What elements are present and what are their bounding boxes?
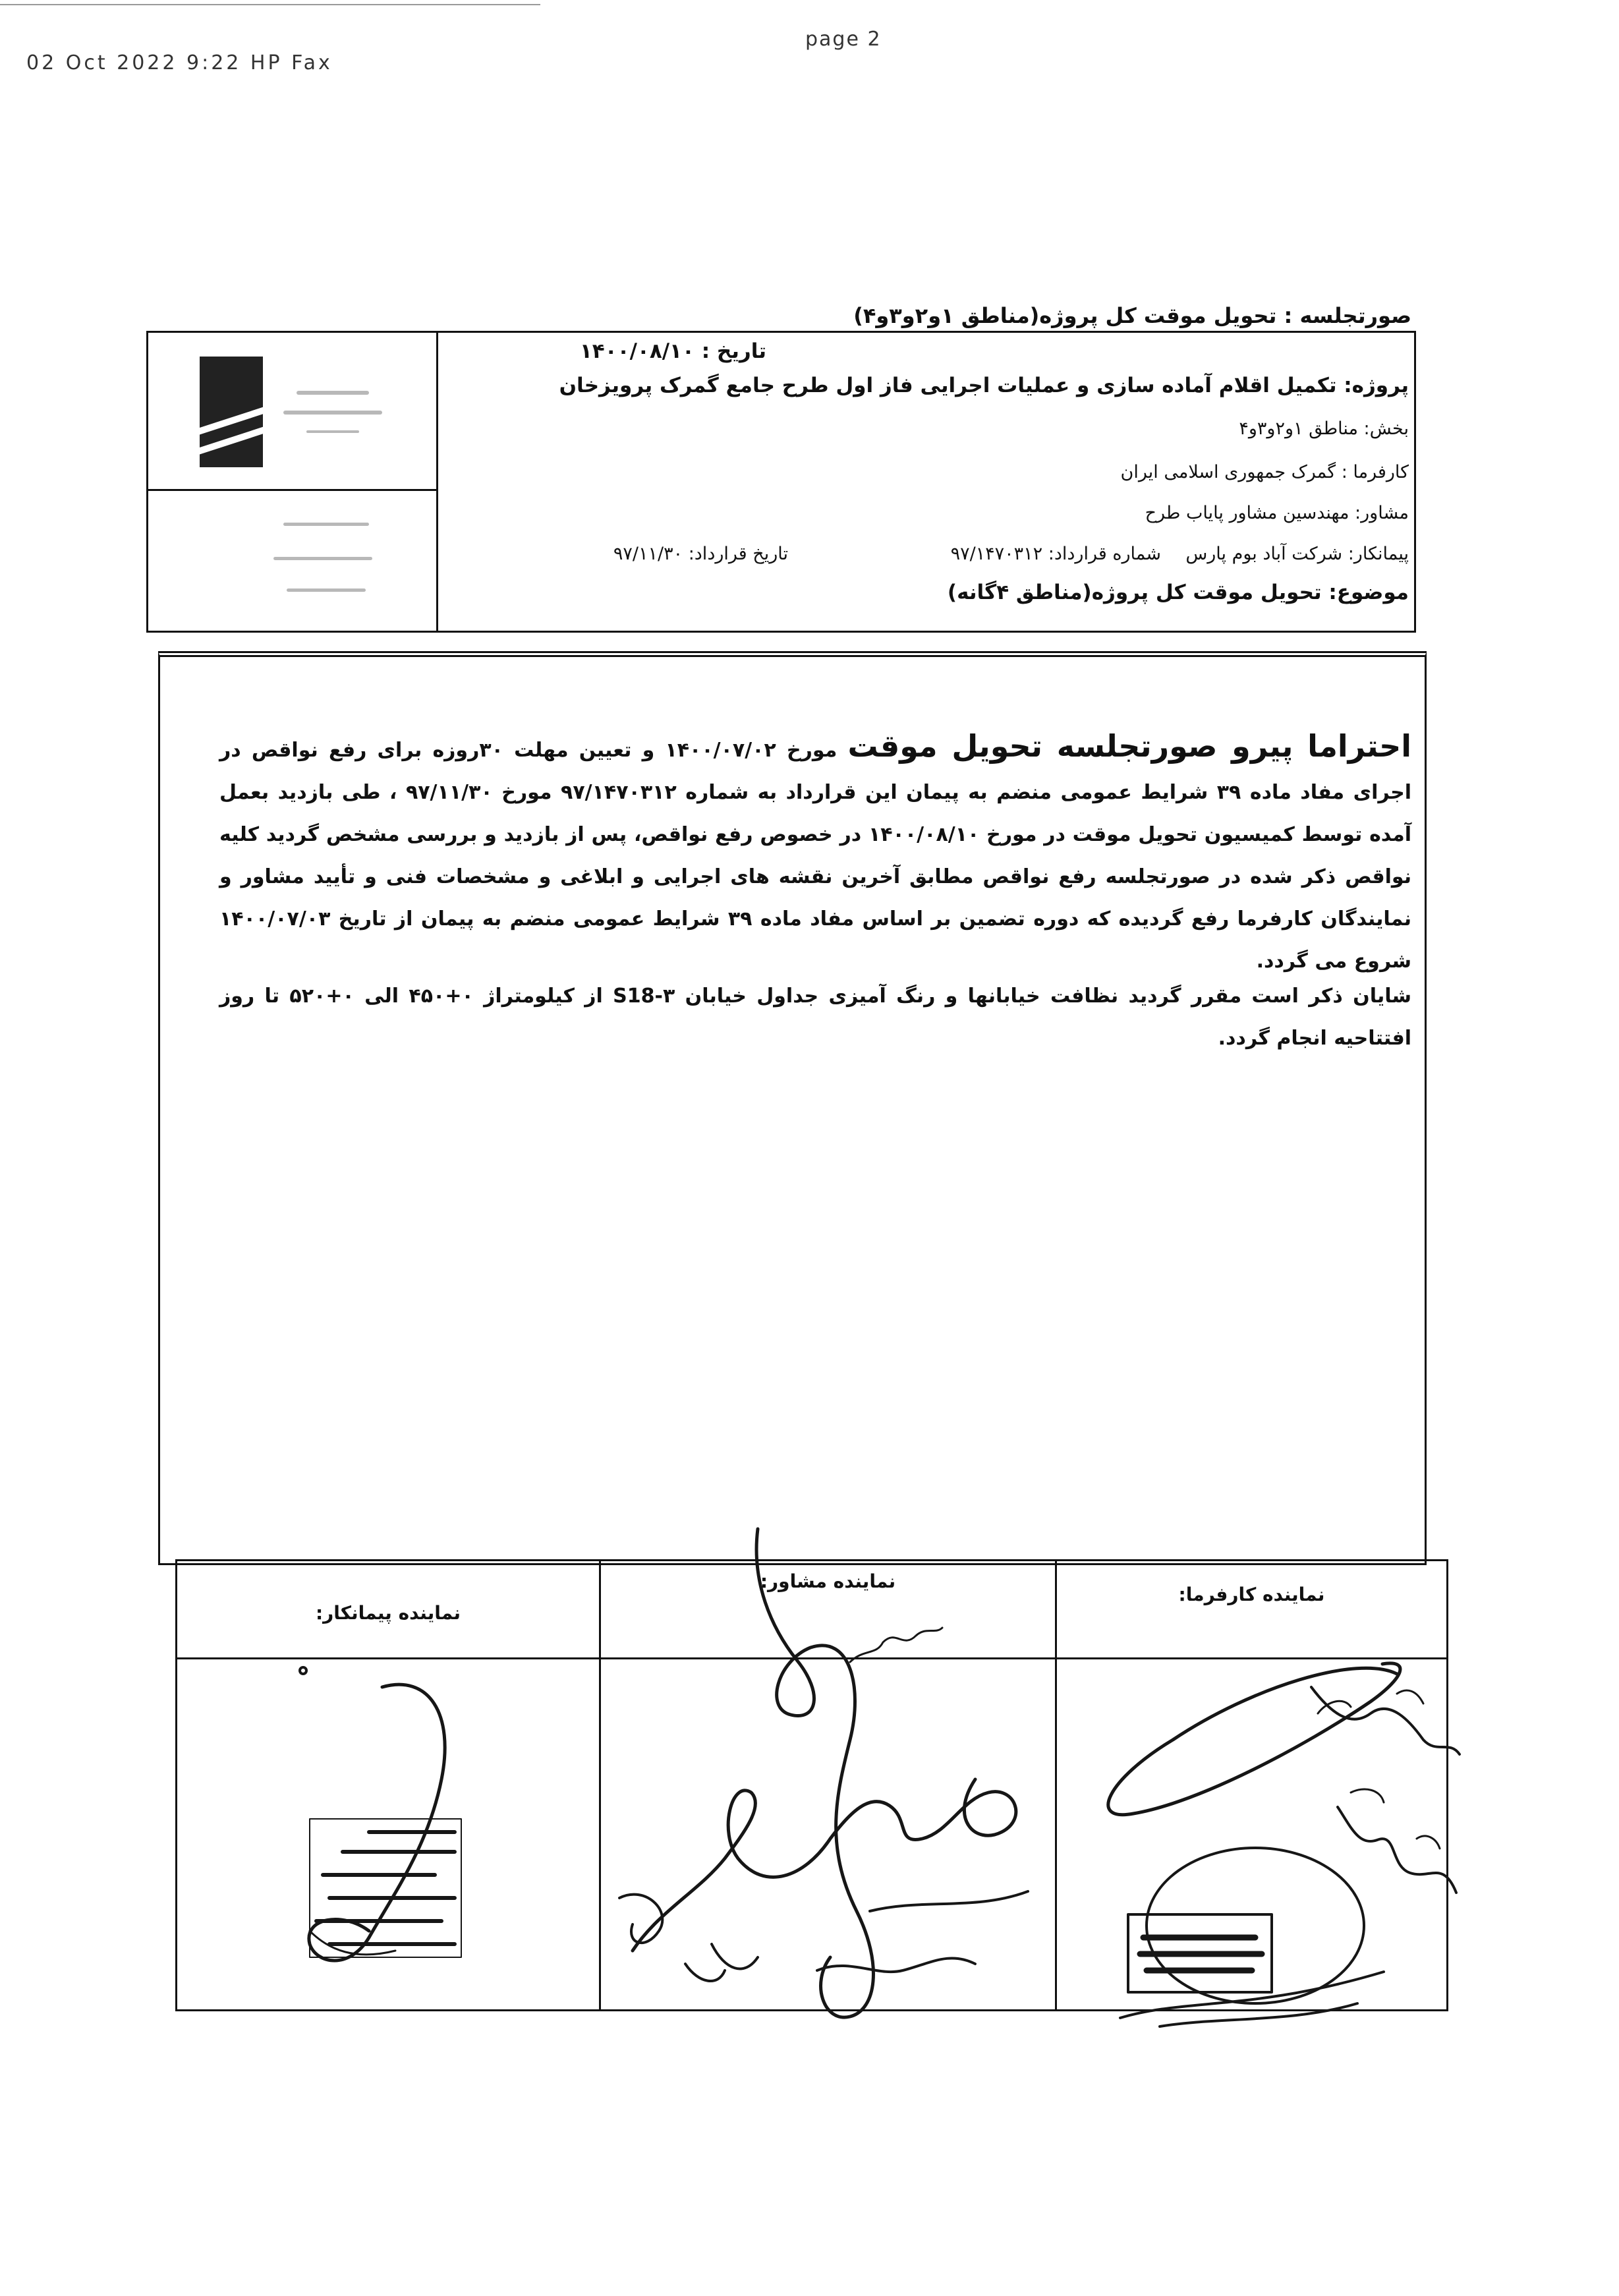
header-project: پروژه: تکمیل اقلام آماده سازی و عملیات اجرایی فاز اول طرح جامع گمرک پرویزخان — [559, 374, 1409, 397]
header-box — [146, 331, 1416, 633]
logo-caption-mark — [306, 430, 359, 433]
document-title: صورتجلسه : تحویل موقت کل پروژه(مناطق ۱و۲و۳و۴) — [853, 303, 1411, 328]
header-contract-date: تاریخ قرارداد: ۹۷/۱۱/۳۰ — [613, 544, 788, 564]
employer-representative-label: نماینده کارفرما: — [1178, 1584, 1325, 1605]
header-contract-number: شماره قرارداد: ۹۷/۱۴۷۰۳۱۲ — [950, 544, 1161, 564]
organization-logo — [200, 357, 263, 467]
signature-column-divider — [599, 1561, 601, 2009]
reference-cell — [148, 491, 438, 631]
logo-caption-mark — [283, 411, 382, 415]
header-section: بخش: مناطق ۱و۲و۳و۴ — [1239, 418, 1409, 439]
signature-table — [175, 1559, 1448, 2011]
body-paragraph-2: شایان ذکر است مقرر گردید نظافت خیابانها و رنگ آمیزی جداول خیابان S18-۳ از کیلومتراژ ۰+۴۵۰ الی ۰+۵۲۰ تا روز افتتاحیه انجام گردد. — [219, 985, 1412, 1050]
consultant-representative-label: نماینده مشاور: — [760, 1570, 896, 1592]
reference-mark — [287, 588, 366, 592]
header-subject: موضوع: تحویل موقت کل پروژه(مناطق ۴گانه) — [947, 581, 1409, 604]
body-paragraph-1 — [219, 725, 1411, 983]
reference-mark — [273, 557, 372, 560]
reference-mark — [283, 523, 369, 526]
contractor-representative-label: نماینده پیمانکار: — [315, 1602, 461, 1624]
header-consultant: مشاور: مهندسین مشاور پایاب طرح — [1145, 503, 1409, 523]
logo-cell — [148, 333, 438, 491]
page-number: page 2 — [805, 28, 882, 51]
body-paragraph-1-text: مورخ ۱۴۰۰/۰۷/۰۲ و تعیین مهلت ۳۰روزه برای رفع نواقص در اجرای مفاد ماده ۳۹ شرایط عمومی منضم به پیمان این قرارداد به شماره ۹۷/۱۴۷۰۳۱۲ مورخ ۹۷/۱۱/۳۰ ، طی بازدید بعمل آمده توسط کمیسیون تحویل موقت در مورخ ۱۴۰۰/۰۸/۱۰ در خصوص رفع نواقص، پس از بازدید و بررسی مشخص گردید کلیه نواقص ذکر شده در صورتجلسه رفع نواقص مطابق آخرین نقشه های اجرایی و ابلاغی و مشخصات فنی و تأیید مشاور و نمایندگان کارفرما رفع گردیده که دوره تضمین بر اساس مفاد ماده ۳۹ شرایط عمومی منضم به پیمان از تاریخ ۱۴۰۰/۰۷/۰۳ شروع می گردد. — [219, 739, 1412, 973]
header-date: تاریخ : ۱۴۰۰/۰۸/۱۰ — [579, 339, 766, 363]
header-contractor: پیمانکار: شرکت آباد بوم پارس — [1185, 544, 1409, 564]
logo-caption-mark — [297, 391, 369, 395]
signature-column-divider — [1055, 1561, 1057, 2009]
body-lead: احتراما پیرو صورتجلسه تحویل موقت — [847, 728, 1411, 764]
fax-top-edge — [0, 4, 540, 5]
fax-timestamp: 02 Oct 2022 9:22 HP Fax — [26, 51, 333, 74]
header-employer: کارفرما : گمرک جمهوری اسلامی ایران — [1120, 462, 1409, 482]
